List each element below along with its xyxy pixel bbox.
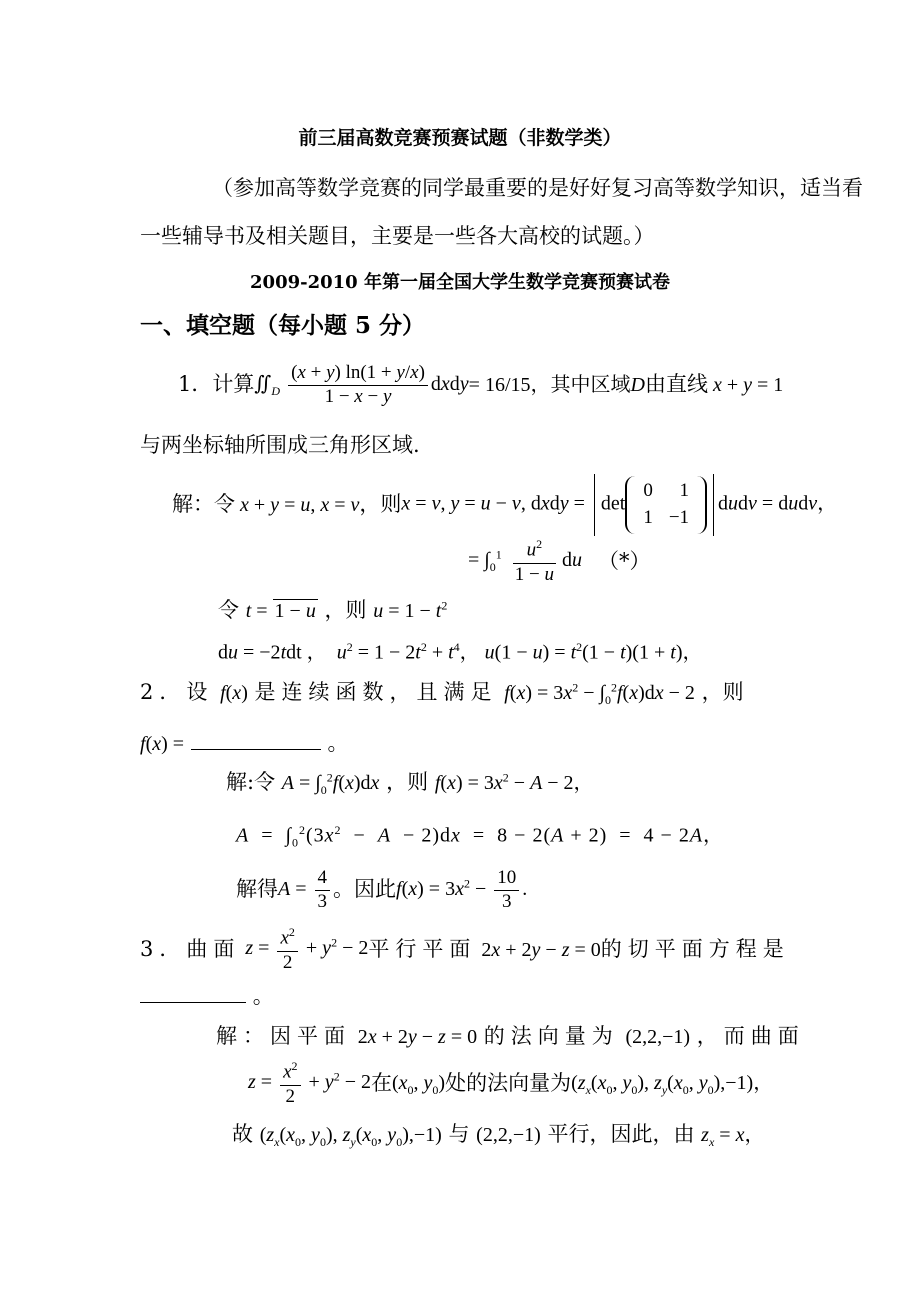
exam-title: 2009-2010 年第一届全国大学生数学竞赛预赛试卷 <box>250 272 670 293</box>
question-3: 3．曲面 z = $\frac{x^2}{2}$ + $y^2 - 2$ 平行平面 2x + 2y − z = 0 的切平面方程是 <box>140 925 790 973</box>
section-heading: 一、填空题（每小题 5 分） <box>140 312 426 339</box>
q1-star: （*） <box>597 549 651 574</box>
q1-integral: $∬_D$ $\frac{(x + y) \ln(1 + y/x)}{1 - x - y}$ dxdy <box>254 361 469 407</box>
q1-line: x + y = 1 <box>712 374 784 396</box>
q3-solution-line-2: z = $\frac{x^2}{2}$ + $y^2 - 2$ 在 ($x_0$, $y_0$) 处的法向量为 ($z_x(x_0$, $y_0$), $z_y(x_0$, $y_0),-1$)， <box>248 1059 774 1107</box>
intro-line-2: 一些辅导书及相关题目，主要是一些各大高校的试题。） <box>140 224 655 248</box>
q1-result: = 16/15，其中区域 <box>468 374 631 396</box>
q1-solution-line-3: 令 t = 1 − u ，则 $u = 1 - t^2$ <box>218 598 448 622</box>
q1-number: 1．计算 <box>178 372 255 397</box>
q2-answer-line: f(x) = 。 <box>140 731 349 755</box>
q1-sol-label: 解：令 <box>172 492 235 517</box>
q3-answer-blank[interactable] <box>140 984 246 1003</box>
q2-solution-line-3: 解得 A = $\frac{4}{3}$ 。因此 $f(x) = 3x^2$ − $\frac{10}{3}$ . <box>236 866 528 912</box>
question-1 <box>178 350 783 420</box>
q3-solution-line-1: 解：因平面 2x + 2y − z = 0 的法向量为 (2,2,−1) ，而曲面 <box>216 1024 805 1048</box>
q3-answer-line: 。 <box>140 984 274 1009</box>
document-title: 前三届高数竞赛预赛试题（非数学类） <box>298 127 622 149</box>
q1-solution-line-2: = $\int_0^1$ $\frac{u^2}{1 - u}$ du （*） <box>468 537 651 585</box>
q1-region-text: 由直线 <box>644 372 708 397</box>
q1-solution-line-4: du = −2tdt ， $u^2 = 1 - 2t^2 + t^4$， $u(1 - u) = t^2(1 - t)(1 + t)$， <box>218 640 703 664</box>
jacobian-determinant: det 0 1 1 −1 <box>594 474 714 536</box>
q1-continuation: 与两坐标轴所围成三角形区域. <box>140 433 420 457</box>
question-2: 2．设 f(x) 是连续函数，且满足 $f(x) = 3x^2 - \int_0^2f(x)dx - 2$ ，则 <box>140 680 744 707</box>
q1-sol-then: ，则 <box>359 492 402 517</box>
q1-region: D <box>630 374 645 396</box>
q2-solution-line-2: $A = \int_0^2(3x^2 - A - 2)dx = 8 - 2(A + 2) = 4 - 2A$， <box>236 823 725 850</box>
q3-solution-line-3: 故 ($z_x(x_0$, $y_0$), $z_y(x_0$, $y_0),-1$) 与 (2,2,−1) 平行，因此，由 $z_x = x$， <box>232 1122 765 1149</box>
q2-solution-line-1: 解:令 $A = \int_0^2f(x)dx$ ，则 $f(x) = 3x^2 - A - 2$， <box>226 770 594 797</box>
q1-solution-line-1: 解：令 x + y = u, x = v ，则 x = v, y = u − v, dxdy = det 0 1 1 −1 dudv = dudv， <box>172 470 837 540</box>
intro-line-1: （参加高等数学竞赛的同学最重要的是好好复习高等数学知识，适当看 <box>212 176 863 200</box>
q2-answer-blank[interactable] <box>191 731 321 750</box>
